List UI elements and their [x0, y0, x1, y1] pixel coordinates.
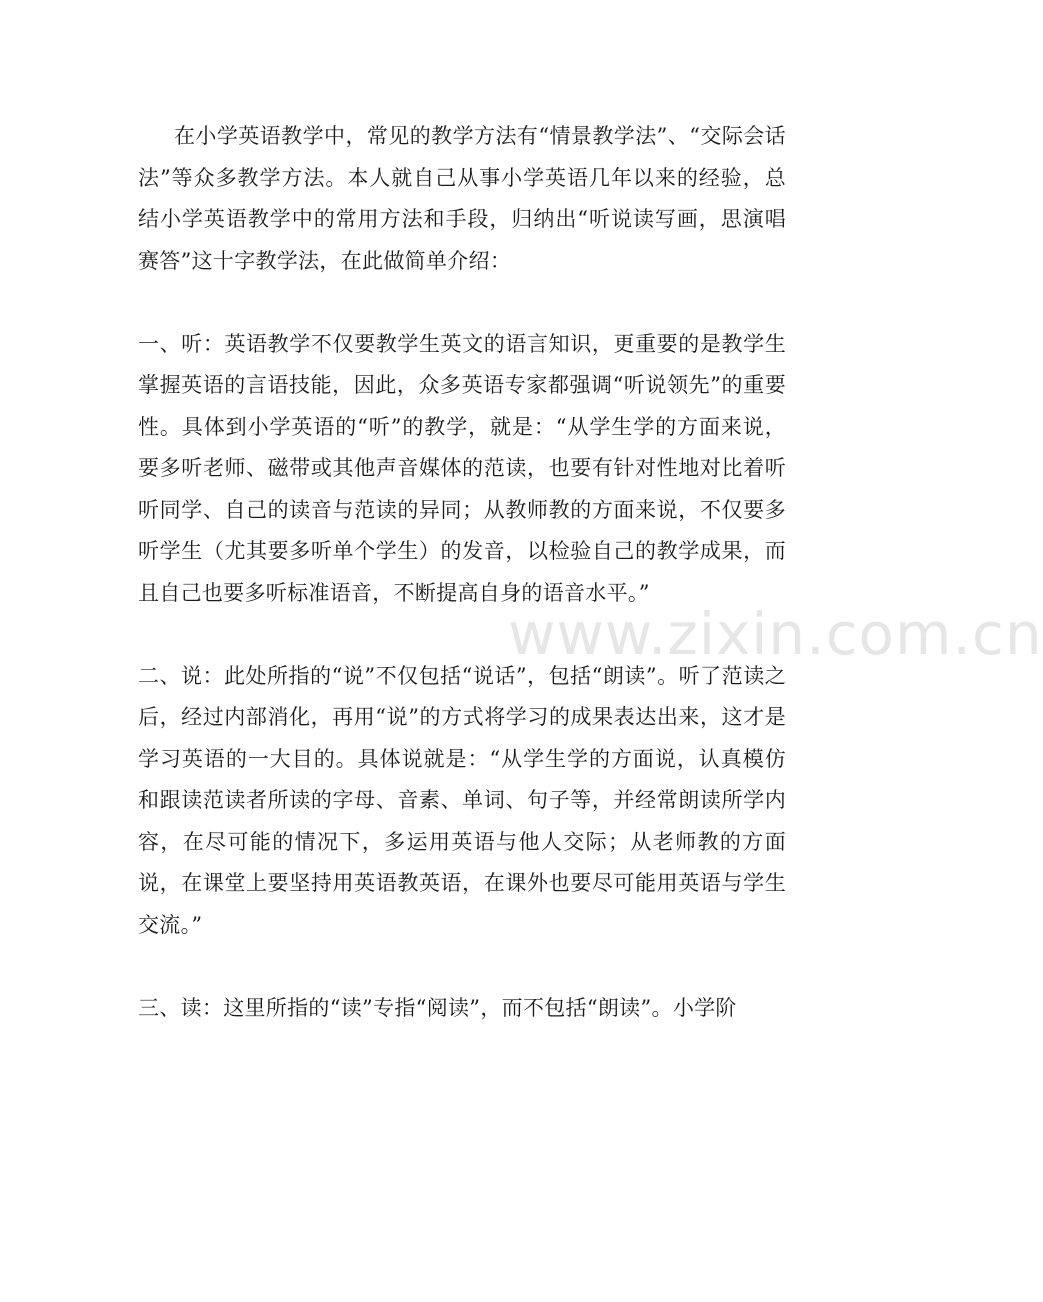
paragraph-gap	[138, 614, 786, 656]
section-read-paragraph: 三、读：这里所指的“读”专指“阅读”，而不包括“朗读”。小学阶	[138, 995, 737, 1020]
section-listen-paragraph: 一、听：英语教学不仅要教学生英文的语言知识，更重要的是教学生掌握英语的言语技能，因此，众多英语专家都强调“听说领先”的重要性。具体到小学英语的“听”的教学，就是：“从学生学的方面来说，要多听老师、磁带或其他声音媒体的范读，也要有针对性地对比着听听同学、自己的读音与范读的异同；从教师教的方面来说，不仅要多听学生（尤其要多听单个学生）的发音，以检验自己的教学成果，而且自己也要多听标准语音，不断提高自身的语音水平。”	[138, 331, 786, 605]
paragraph-gap	[138, 282, 786, 324]
paragraph-gap	[138, 946, 786, 988]
intro-paragraph: 在小学英语教学中，常见的教学方法有“情景教学法”、“交际会话法”等众多教学方法。本人就自己从事小学英语几年以来的经验，总结小学英语教学中的常用方法和手段，归纳出“听说读写画，思演唱赛答”这十字教学法，在此做简单介绍：	[138, 124, 786, 273]
watermark: www.zixin.com.cn	[508, 600, 1043, 668]
document-body	[138, 116, 786, 1029]
section-speak-paragraph: 二、说：此处所指的“说”不仅包括“说话”，包括“朗读”。听了范读之后，经过内部消化，再用“说”的方式将学习的成果表达出来，这才是学习英语的一大目的。具体说就是：“从学生学的方面说，认真模仿和跟读范读者所读的字母、音素、单词、句子等，并经常朗读所学内容，在尽可能的情况下，多运用英语与他人交际；从老师教的方面说，在课堂上要坚持用英语教英语，在课外也要尽可能用英语与学生交流。”	[138, 663, 786, 937]
